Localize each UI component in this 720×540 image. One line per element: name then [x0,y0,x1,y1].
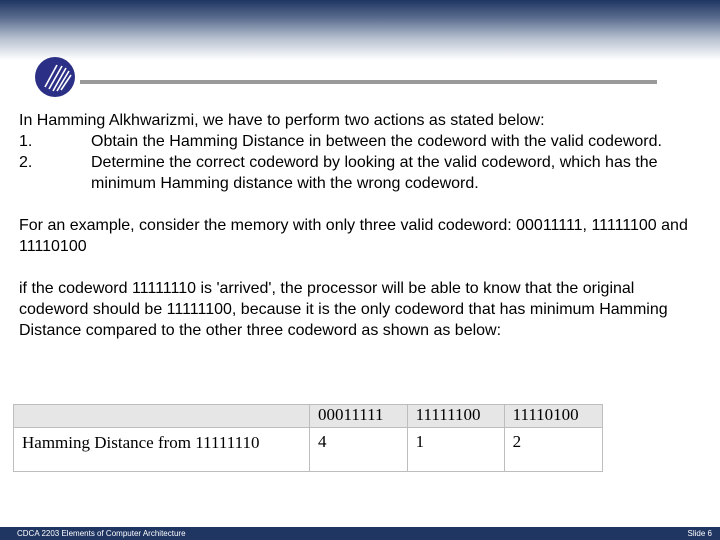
table-cell: 1 [407,428,504,472]
example-text: For an example, consider the memory with only three valid codeword: 00011111, 11111100 and 11110100 [19,217,688,255]
list-number: 1. [19,133,33,150]
table-header-cell [14,405,310,428]
table-header-row [14,405,603,428]
table-cell: 2 [504,428,602,472]
table-row [14,428,603,472]
table-header-cell: 00011111 [310,405,408,428]
footer-course: CDCA 2203 Elements of Computer Architecture [17,529,186,538]
logo-stripes-icon [35,57,75,97]
table-header-cell: 11111100 [407,405,504,428]
list-item [19,152,699,194]
hamming-distance-table [13,404,603,472]
table-header-cell: 11110100 [504,405,602,428]
footer-slide-number: Slide 6 [687,529,712,538]
footer-bar [0,527,720,540]
intro-text: In Hamming Alkhwarizmi, we have to perform two actions as stated below: [19,112,545,129]
table-row-label: Hamming Distance from 11111110 [14,428,310,472]
list-number: 2. [19,154,33,171]
list-text: Obtain the Hamming Distance in between the codeword with the valid codeword. [91,133,662,150]
list-item [19,131,699,152]
header-gradient-band [0,0,720,60]
table-cell: 4 [310,428,408,472]
university-logo [35,57,75,97]
header-rule [80,80,657,84]
slide-body [19,110,699,341]
explanation-text: if the codeword 11111110 is 'arrived', the processor will be able to know that the original codeword should be 11111100, because it is the only codeword that has minimum Hamming Distance compared to the other three codeword as shown as below: [19,280,668,339]
list-text: Determine the correct codeword by looking at the valid codeword, which has the minimum Hamming distance with the wrong codeword. [91,154,658,192]
